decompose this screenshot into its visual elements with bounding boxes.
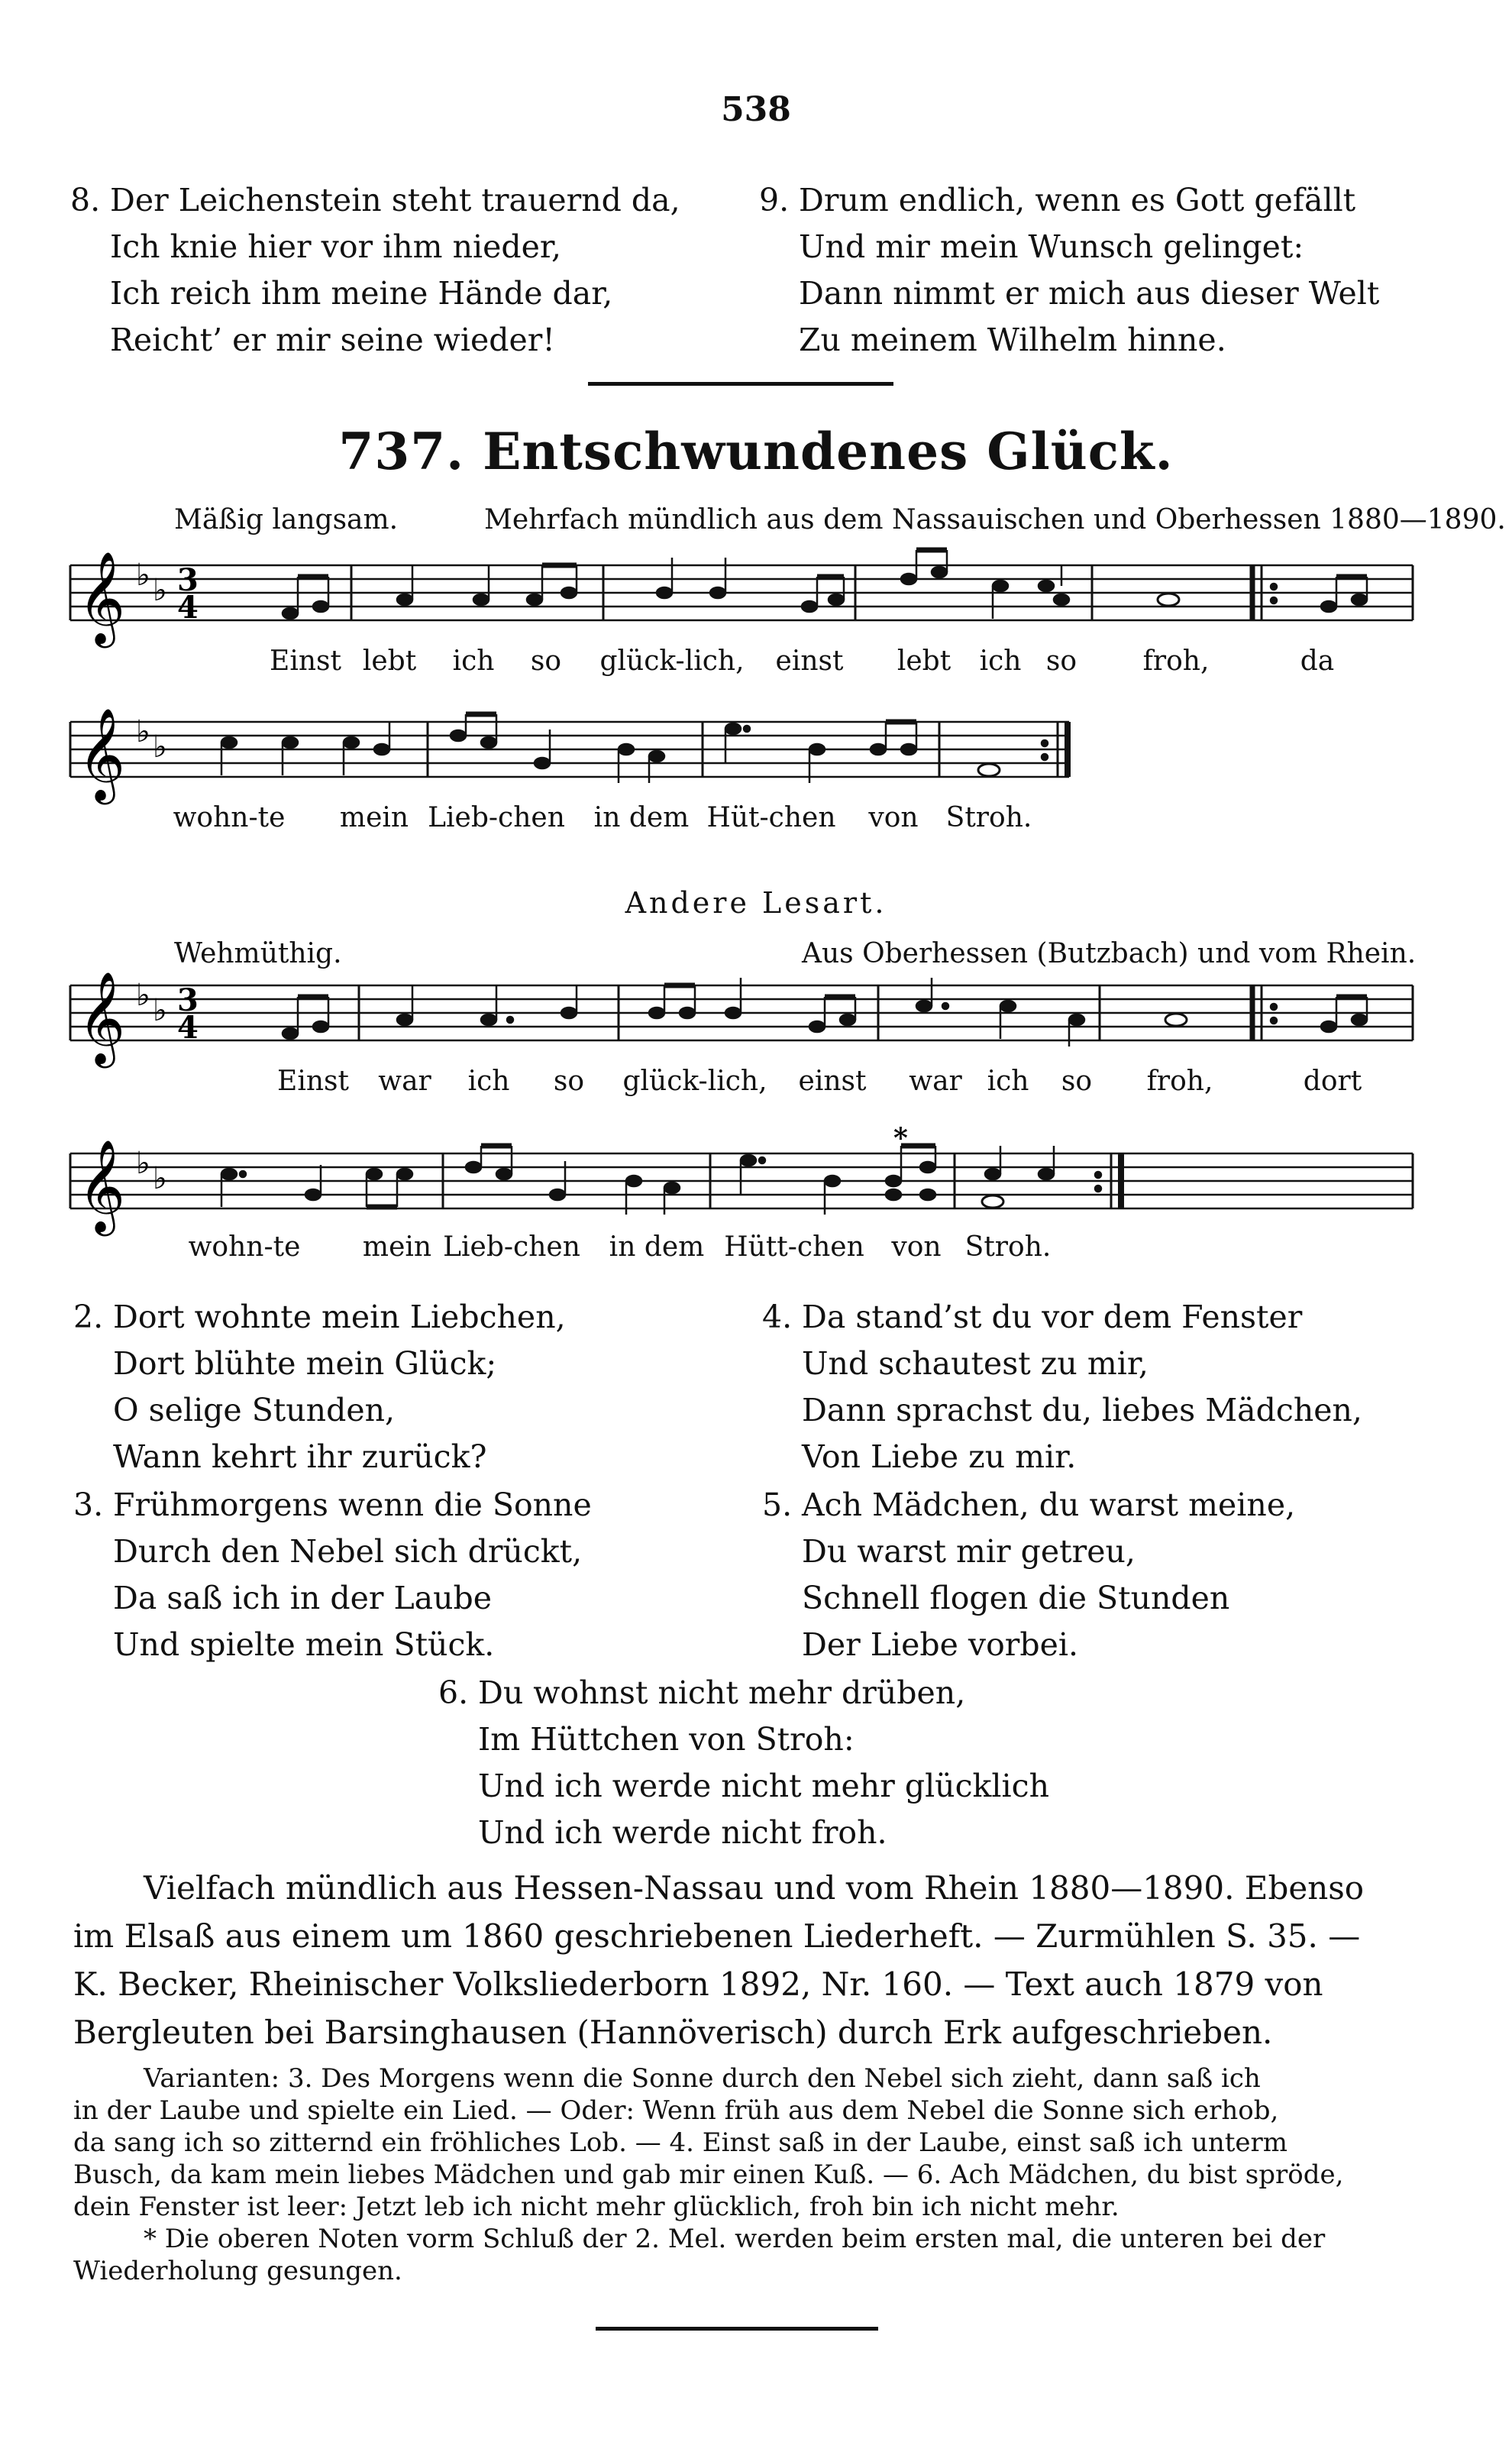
stanza-number: 5.: [762, 1487, 793, 1523]
time-signature-top: 3: [177, 982, 199, 1018]
treble-clef-icon: 𝄞: [78, 551, 126, 644]
flat-icon: ♭: [136, 558, 150, 593]
flat-icon: ♭: [136, 978, 150, 1013]
stanza-line: Frühmorgens wenn die Sonne: [113, 1487, 592, 1523]
staff-lines: [70, 565, 1413, 620]
stanza-line: Da saß ich in der Laube: [113, 1580, 493, 1616]
music-staff-3: [0, 955, 1512, 1077]
stanza-line: Der Leichenstein steht trauernd da,: [110, 182, 680, 218]
stanza-5: [762, 1482, 1295, 1668]
lyric-syllable: froh,: [1146, 1066, 1213, 1097]
stanza-9: [759, 177, 1379, 364]
flat-icon: ♭: [153, 993, 167, 1028]
treble-clef-icon: 𝄞: [78, 971, 126, 1064]
variants-note: [73, 2062, 1343, 2287]
music-staff-1: [0, 535, 1512, 657]
lyric-syllable: Einst: [277, 1066, 349, 1097]
lyric-syllable: so: [1045, 645, 1077, 677]
lyric-syllable: ich: [987, 1066, 1029, 1097]
stanza-number: 3.: [73, 1487, 104, 1523]
footnote-line: * Die oberen Noten vorm Schluß der 2. Mel. werden beim ersten mal, die unteren bei der: [144, 2224, 1326, 2254]
stanza-line: Da stand’st du vor dem Fenster: [802, 1299, 1303, 1335]
lyric-syllable: so: [1061, 1066, 1093, 1097]
source-note-line: Vielfach mündlich aus Hessen-Nassau und vom Rhein 1880—1890. Ebenso: [144, 1869, 1365, 1907]
notes: [283, 550, 1367, 619]
stanza-line: Und schautest zu mir,: [802, 1345, 1149, 1382]
source-note-line: K. Becker, Rheinischer Volksliederborn 1892, Nr. 160. — Text auch 1879 von: [73, 1965, 1323, 2003]
lyric-syllable: glück-lich,: [599, 645, 745, 677]
stanza-line: Ich reich ihm meine Hände dar,: [110, 275, 613, 312]
flat-icon: ♭: [153, 573, 167, 608]
stanza-line: Und ich werde nicht mehr glücklich: [478, 1768, 1049, 1804]
lyric-syllable: lebt: [897, 645, 951, 677]
lyric-syllable: mein: [339, 802, 409, 833]
footnote-line: Wiederholung gesungen.: [73, 2256, 402, 2286]
time-signature-top: 3: [177, 562, 199, 598]
lyrics-line-3: [0, 1066, 1512, 1104]
time-signature-bottom: 4: [177, 590, 199, 626]
stanza-line: Zu meinem Wilhelm hinne.: [799, 322, 1226, 358]
tempo-marking: Mäßig langsam.: [174, 504, 399, 535]
lyrics-line-2: [0, 802, 1512, 840]
stanza-line: Und spielte mein Stück.: [113, 1626, 495, 1663]
bottom-divider: [596, 2327, 878, 2331]
lyric-syllable: Stroh.: [945, 802, 1032, 833]
lyric-syllable: froh,: [1142, 645, 1210, 677]
lyric-syllable: einst: [798, 1066, 867, 1097]
stanza-line: Von Liebe zu mir.: [802, 1438, 1077, 1475]
lyric-syllable: einst: [775, 645, 844, 677]
song-title: 737. Entschwundenes Glück.: [338, 422, 1174, 481]
stanza-4: [762, 1294, 1362, 1480]
lyric-syllable: wohn-te: [173, 802, 286, 833]
stanza-line: Schnell flogen die Stunden: [802, 1580, 1230, 1616]
stanza-3: [73, 1482, 592, 1668]
staff-lines: [70, 722, 1069, 777]
variants-line: in der Laube und spielte ein Lied. — Oder: Wenn früh aus dem Nebel die Sonne sich erhob,: [73, 2095, 1279, 2126]
page-number: 538: [721, 90, 791, 129]
stanza-number: 4.: [762, 1299, 793, 1335]
stanza-6: [438, 1670, 1049, 1856]
lyric-syllable: war: [909, 1066, 962, 1097]
stanza-line: Und mir mein Wunsch gelinget:: [799, 228, 1304, 265]
stanza-number: 8.: [70, 182, 101, 218]
lyric-syllable: da: [1300, 645, 1335, 677]
lyric-syllable: Stroh.: [964, 1231, 1052, 1263]
source-note-line: im Elsaß aus einem um 1860 geschriebenen Liederheft. — Zurmühlen S. 35. —: [73, 1917, 1361, 1955]
stanza-8: [70, 177, 680, 364]
lyric-syllable: dort: [1303, 1066, 1362, 1097]
tempo-marking: Wehmüthig.: [174, 938, 342, 969]
variants-line: Busch, da kam mein liebes Mädchen und gab mir einen Kuß. — 6. Ach Mädchen, du bist spröde,: [73, 2159, 1344, 2190]
stanza-line: Durch den Nebel sich drückt,: [113, 1533, 583, 1570]
lyrics-line-1: [0, 645, 1512, 684]
stanza-2: [73, 1294, 566, 1480]
source-line: Aus Oberhessen (Butzbach) und vom Rhein.: [802, 938, 1417, 969]
lyric-syllable: Hüt-chen: [706, 802, 836, 833]
lyrics-line-4: [0, 1231, 1512, 1270]
source-note: [73, 1864, 1364, 2056]
stanza-line: Und ich werde nicht froh.: [478, 1814, 887, 1851]
stanza-line: Ich knie hier vor ihm nieder,: [110, 228, 561, 265]
variant-heading: Andere Lesart.: [625, 886, 887, 920]
source-line: Mehrfach mündlich aus dem Nassauischen und Oberhessen 1880—1890.: [484, 504, 1506, 535]
lyric-syllable: so: [553, 1066, 585, 1097]
lyric-syllable: war: [378, 1066, 431, 1097]
stanza-line: Wann kehrt ihr zurück?: [113, 1438, 487, 1475]
lyric-syllable: von: [868, 802, 919, 833]
stanza-line: Im Hüttchen von Stroh:: [478, 1721, 855, 1758]
music-staff-4: [0, 1115, 1512, 1245]
stanza-line: Du wohnst nicht mehr drüben,: [478, 1674, 966, 1711]
section-divider: [588, 382, 893, 386]
lyric-syllable: so: [530, 645, 562, 677]
treble-clef-icon: 𝄞: [78, 1139, 126, 1232]
stanza-number: 2.: [73, 1299, 104, 1335]
stanza-line: Drum endlich, wenn es Gott gefällt: [799, 182, 1356, 218]
lyric-syllable: lebt: [362, 645, 417, 677]
source-note-line: Bergleuten bei Barsinghausen (Hannöverisch) durch Erk aufgeschrieben.: [73, 2014, 1273, 2051]
stanza-line: Du warst mir getreu,: [802, 1533, 1136, 1570]
music-staff-2: [0, 691, 1512, 814]
lyric-syllable: glück-lich,: [622, 1066, 767, 1097]
stanza-line: Der Liebe vorbei.: [802, 1626, 1079, 1663]
lyric-syllable: von: [891, 1231, 942, 1263]
flat-icon: ♭: [136, 714, 150, 749]
stanza-line: Dort wohnte mein Liebchen,: [113, 1299, 566, 1335]
flat-icon: ♭: [153, 1161, 167, 1196]
flat-icon: ♭: [153, 730, 167, 765]
treble-clef-icon: 𝄞: [78, 707, 126, 801]
lyric-syllable: mein: [362, 1231, 432, 1263]
variants-line: Varianten: 3. Des Morgens wenn die Sonne durch den Nebel sich zieht, dann saß ich: [144, 2063, 1261, 2094]
stanza-number: 9.: [759, 182, 790, 218]
lyric-syllable: Lieb-chen: [428, 802, 565, 833]
lyric-syllable: ich: [467, 1066, 510, 1097]
lyric-syllable: Lieb-chen: [443, 1231, 580, 1263]
lyric-syllable: ich: [979, 645, 1022, 677]
lyric-syllable: in dem: [609, 1231, 705, 1263]
time-signature-bottom: 4: [177, 1010, 199, 1046]
stanza-line: Ach Mädchen, du warst meine,: [802, 1487, 1296, 1523]
stanza-line: Dann sprachst du, liebes Mädchen,: [802, 1392, 1362, 1428]
lyric-syllable: in dem: [593, 802, 690, 833]
stanza-number: 6.: [438, 1674, 469, 1711]
variants-line: da sang ich so zitternd ein fröhliches Lob. — 4. Einst saß in der Laube, einst saß ich unterm: [73, 2127, 1288, 2158]
stanza-line: O selige Stunden,: [113, 1392, 396, 1428]
lyric-syllable: wohn-te: [188, 1231, 301, 1263]
variants-line: dein Fenster ist leer: Jetzt leb ich nicht mehr glücklich, froh bin ich nicht mehr.: [73, 2192, 1119, 2222]
lyric-syllable: ich: [452, 645, 495, 677]
lyric-syllable: Hütt-chen: [724, 1231, 864, 1263]
stanza-line: Reicht’ er mir seine wieder!: [110, 322, 555, 358]
lyric-syllable: Einst: [270, 645, 341, 677]
stanza-line: Dann nimmt er mich aus dieser Welt: [799, 275, 1380, 312]
flat-icon: ♭: [136, 1146, 150, 1181]
stanza-line: Dort blühte mein Glück;: [113, 1345, 497, 1382]
asterisk-marker: *: [893, 1122, 908, 1154]
